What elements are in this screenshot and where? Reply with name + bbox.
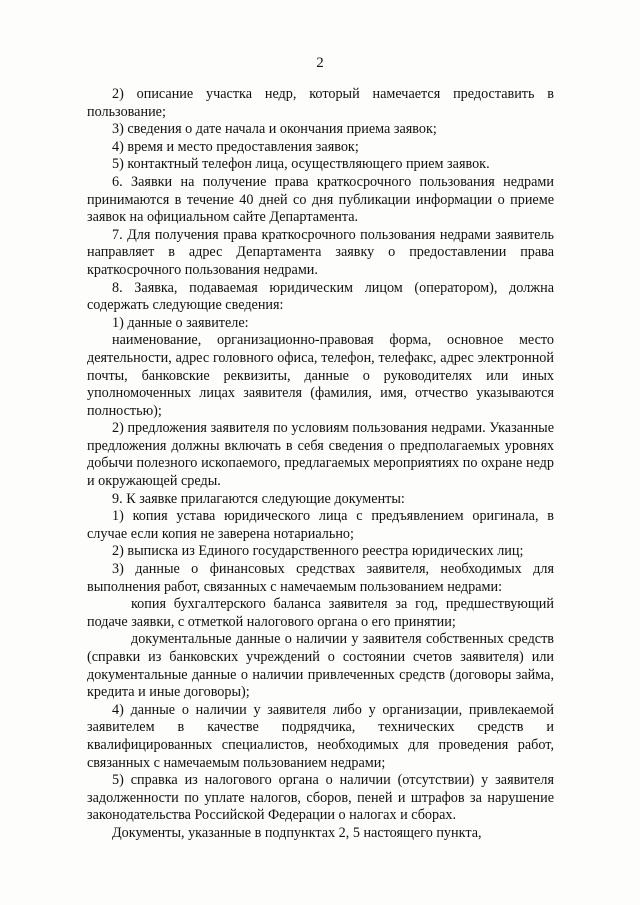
paragraph: 8. Заявка, подаваемая юридическим лицом (оператором), должна содержать следующие сведения: <box>87 279 554 314</box>
paragraph: 5) справка из налогового органа о наличии (отсутствии) у заявителя задолженности по уплате налогов, сборов, пеней и штрафов за нарушение законодательства Российской Федерации о налогах и сборах. <box>87 772 554 824</box>
paragraph: 4) время и место предоставления заявок; <box>112 138 359 155</box>
paragraph: Документы, указанные в подпунктах 2, 5 настоящего пункта, <box>112 824 482 841</box>
page-number: 2 <box>316 55 324 71</box>
paragraph: 6. Заявки на получение права краткосрочного пользования недрами принимаются в течение 40 дней со дня публикации информации о приеме заявок на официальном сайте Департамента. <box>87 173 554 226</box>
paragraph: 2) предложения заявителя по условиям пользования недрами. Указанные предложения должны включать в себя сведения о предполагаемых уровнях добычи полезного ископаемого, предлагаемых мероприятиях по охране недр и окружающей среды. <box>87 420 554 490</box>
paragraph: 9. К заявке прилагаются следующие документы: <box>112 490 405 507</box>
document-body <box>87 86 554 843</box>
paragraph: 4) данные о наличии у заявителя либо у организации, привлекаемой заявителем в качестве подрядчика, технических средств и квалифицированных специалистов, необходимых для проведения работ, связанных с намечаемым пользованием недрами; <box>87 701 554 771</box>
paragraph: 7. Для получения права краткосрочного пользования недрами заявитель направляет в адрес Департамента заявку о предоставлении права краткосрочного пользования недрами. <box>87 226 554 278</box>
paragraph: 3) сведения о дате начала и окончания приема заявок; <box>112 121 437 138</box>
paragraph: 2) описание участка недр, который намечается предоставить в пользование; <box>87 86 554 120</box>
paragraph: 2) выписка из Единого государственного реестра юридических лиц; <box>112 543 524 560</box>
paragraph: 5) контактный телефон лица, осуществляющего прием заявок. <box>112 156 490 173</box>
paragraph: 1) данные о заявителе: <box>112 314 249 331</box>
paragraph: наименование, организационно-правовая форма, основное место деятельности, адрес головного офиса, телефон, телефакс, адрес электронной почты, банковские реквизиты, данные о руководителях или иных уполномоченных лицах заявителя (фамилия, имя, отчество указываются полностью); <box>87 332 554 419</box>
paragraph: 1) копия устава юридического лица с предъявлением оригинала, в случае если копия не заверена нотариально; <box>87 508 554 542</box>
paragraph: документальные данные о наличии у заявителя собственных средств (справки из банковских учреждений о состоянии счетов заявителя) или документальные данные о наличии привлеченных средств (договоры займа, кредита и иные договоры); <box>87 631 554 701</box>
paragraph: 3) данные о финансовых средствах заявителя, необходимых для выполнения работ, связанных с намечаемым пользованием недрами: <box>87 561 554 595</box>
paragraph: копия бухгалтерского баланса заявителя за год, предшествующий подаче заявки, с отметкой налогового органа о его принятии; <box>87 596 554 630</box>
